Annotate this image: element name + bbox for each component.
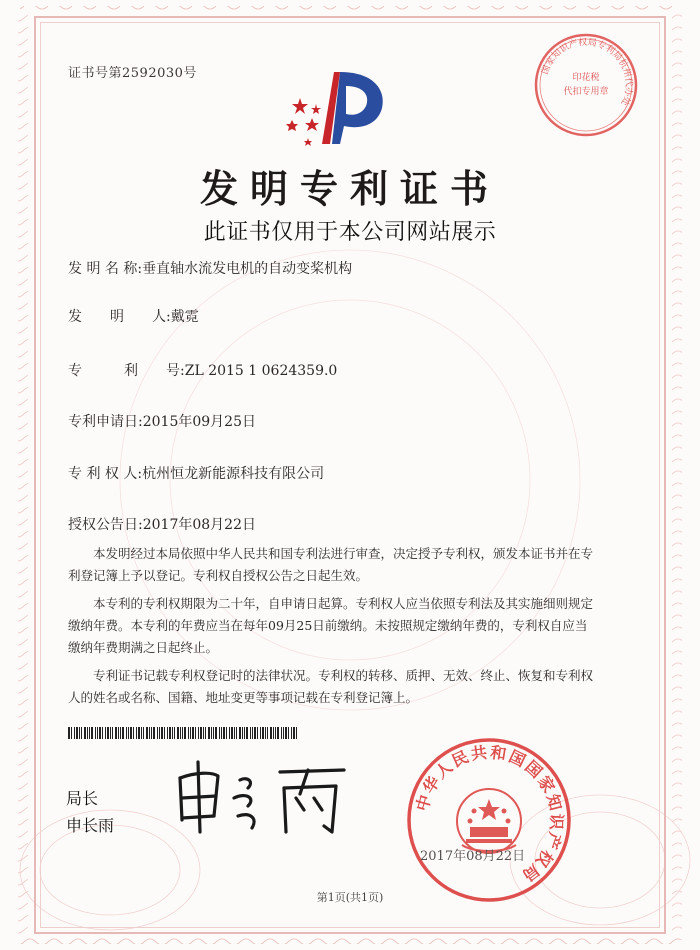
director-title: 局长 [66,789,99,808]
barcode [68,727,300,739]
seal-date: 2017年08月22日 [420,849,526,864]
website-display-notice: 此证书仅用于本公司网站展示 [203,220,497,245]
patent-office-logo-icon [282,68,402,148]
field-label: 专利申请日: [68,414,143,430]
handwritten-signature [168,758,358,838]
grant-date-field [68,514,256,534]
field-value: 戴霓 [170,309,199,325]
application-date-field [68,411,256,431]
national-emblem-icon [457,789,521,853]
tax-seal-center-line2: 代扣专用章 [563,87,609,97]
official-seal-ring-text: 中华人民共和国国家知识产权局 [412,742,567,887]
body-paragraph-1: 本发明经过本局依照中华人民共和国专利法进行审查，决定授予专利权，颁发本证书并在专利登记簿上予以登记。专利权自授权公告之日起生效。 [68,546,594,583]
body-paragraph-3: 专利证书记载专利权登记时的法律状况。专利权的转移、质押、无效、终止、恢复和专利权人的姓名或名称、国籍、地址变更等事项记载在专利登记簿上。 [68,668,594,705]
field-label: 专 利 号: [68,363,185,379]
page-number: 第1页(共1页) [316,891,384,904]
field-label: 发 明 名 称: [68,261,143,277]
patent-number-field [68,360,337,380]
field-value: 杭州恒龙新能源科技有限公司 [142,466,325,482]
field-value: ZL 2015 1 0624359.0 [184,363,338,379]
field-value: 2015年09月25日 [142,414,256,430]
field-label: 授权公告日: [68,517,143,533]
official-seal-stamp [404,735,574,905]
patentee-field [68,463,324,483]
field-label: 发 明 人: [68,309,171,325]
field-value: 垂直轴水流发电机的自动变桨机构 [142,261,353,277]
field-label: 专 利 权 人: [68,466,143,482]
certificate-number: 证书号第2592030号 [68,66,197,81]
field-value: 2017年08月22日 [142,517,256,533]
certificate-title: 发明专利证书 [199,166,500,211]
tax-seal-ring-text: 国家知识产权局专利局杭州代办处 [540,37,634,107]
tax-seal-center-line1: 印花税 [572,73,600,83]
director-name: 申长雨 [66,816,115,835]
invention-name-field [68,258,352,278]
tax-seal-stamp [531,30,641,140]
inventor-field [68,306,199,326]
certificate-body [68,543,598,715]
body-paragraph-2: 本专利的专利权期限为二十年，自申请日起算。专利权人应当依照专利法及其实施细则规定缴纳年费。本专利的年费应当在每年09月25日前缴纳。未按照规定缴纳年费的，专利权自应当缴纳年费期满之日起终止。 [68,596,594,655]
